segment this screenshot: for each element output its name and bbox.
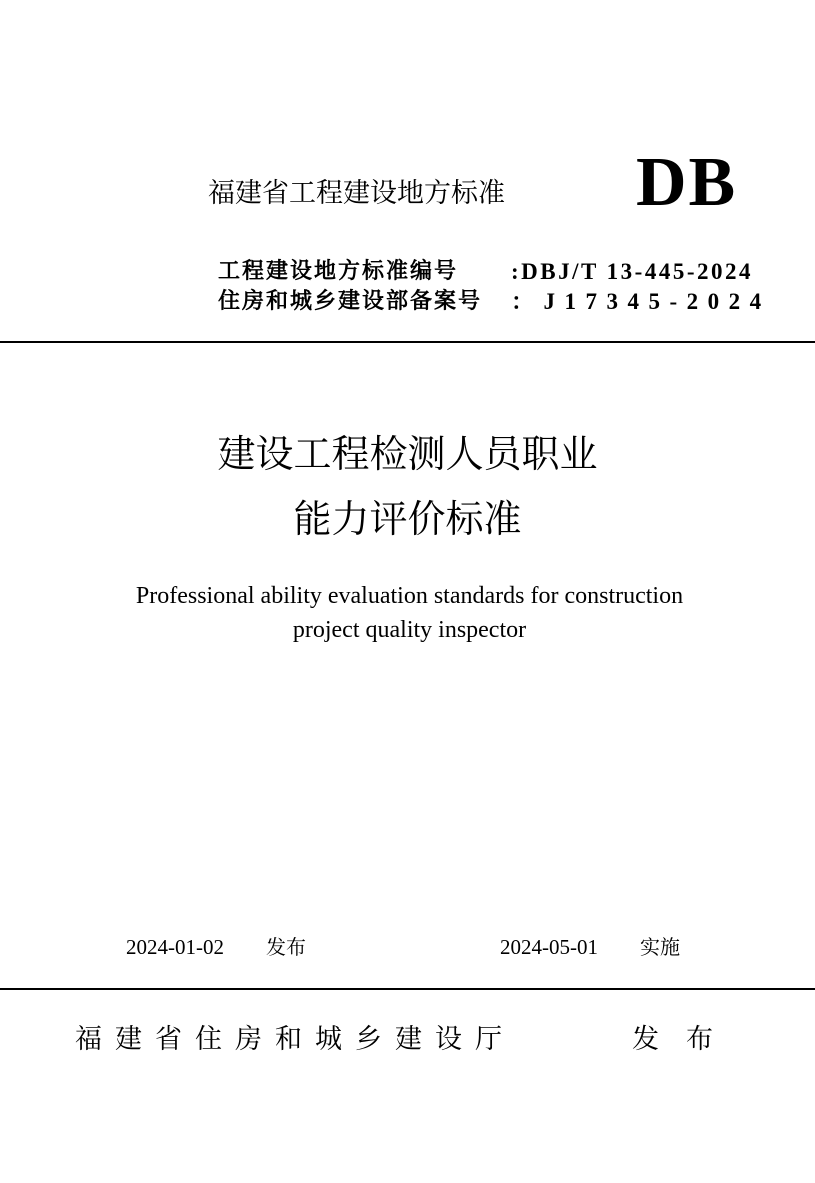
publish-label: 发布: [632, 1024, 740, 1055]
standard-number-value: :DBJ/T 13-445-2024: [511, 259, 753, 284]
record-number-row: [0, 286, 815, 318]
standard-type: 福建省工程建设地方标准: [208, 178, 505, 209]
db-mark: DB: [636, 144, 738, 221]
record-number-value: ：J17345-2024: [511, 289, 771, 314]
title-en-line2: project quality inspector: [292, 617, 527, 643]
issue-date: 2024-01-02: [126, 935, 224, 959]
title-cn-line1: 建设工程检测人员职业: [217, 432, 598, 476]
title-en-line1: Professional ability evaluation standards for construction: [135, 583, 684, 609]
issue-label: 发布: [266, 935, 306, 959]
standard-number-row: [0, 256, 815, 288]
top-divider: [0, 341, 815, 343]
implement-label: 实施: [640, 935, 680, 959]
implement-date: 2024-05-01: [500, 935, 598, 959]
record-number-label: 住房和城乡建设部备案号: [218, 289, 483, 314]
title-cn-line2: 能力评价标准: [293, 497, 522, 541]
standard-number-label: 工程建设地方标准编号: [218, 259, 459, 284]
bottom-divider: [0, 988, 815, 990]
publisher: 福建省住房和城乡建设厅: [75, 1024, 515, 1055]
